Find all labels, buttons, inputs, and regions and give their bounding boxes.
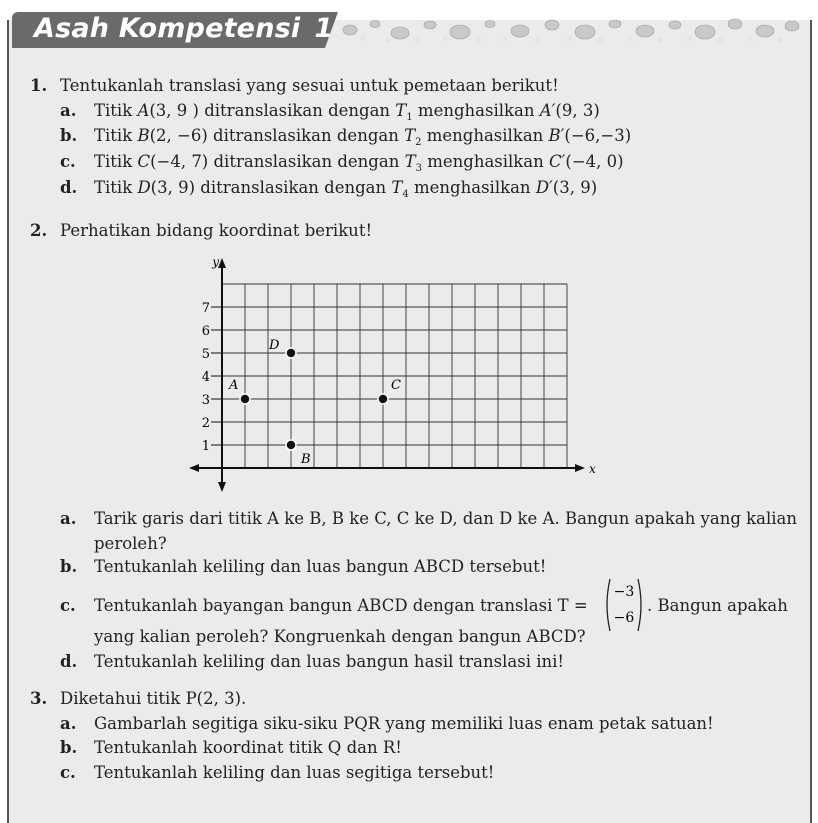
point-label-c: C <box>391 378 401 393</box>
item-text: . Bangun apakah <box>647 596 788 615</box>
item-label: b. <box>60 738 78 757</box>
q1-item-d <box>60 178 597 205</box>
image-point-coords: (9, 3) <box>555 101 600 120</box>
item-text: Tentukanlah keliling dan luas segitiga tersebut! <box>94 763 495 782</box>
item-text: Tentukanlah koordinat titik Q dan R! <box>94 738 402 757</box>
point-coords: (2, −6) <box>149 126 208 145</box>
translation-index: 3 <box>415 163 422 174</box>
decorative-dots-pattern <box>330 16 810 46</box>
item-text: Tentukanlah bayangan bangun ABCD dengan translasi T = <box>94 596 588 615</box>
item-text: Tentukanlah keliling dan luas bangun ABCD tersebut! <box>94 557 547 576</box>
translation-index: 2 <box>415 137 422 148</box>
item-text: yang kalian peroleh? Kongruenkah dengan bangun ABCD? <box>94 627 586 646</box>
x-axis-arrow-left <box>189 464 199 472</box>
item-text: menghasilkan <box>421 126 549 145</box>
q1-item-b <box>60 126 631 153</box>
question-1-text: Tentukanlah translasi yang sesuai untuk pemetaan berikut! <box>60 76 559 95</box>
item-text: Titik <box>94 126 138 145</box>
q3-item-c <box>60 763 494 783</box>
question-1 <box>30 76 559 96</box>
point-name: B <box>137 126 150 145</box>
point-b <box>286 440 296 450</box>
item-text: Titik <box>94 101 138 120</box>
item-text: Titik <box>94 178 138 197</box>
image-point-coords: (3, 9) <box>552 178 598 197</box>
point-label-b: B <box>301 452 311 467</box>
item-text: Gambarlah segitiga siku-siku PQR yang memiliki luas enam petak satuan! <box>94 714 714 733</box>
image-point-coords: (−4, 0) <box>565 152 624 171</box>
image-point-name: D′ <box>535 178 553 197</box>
section-title <box>34 13 333 44</box>
point-coords: (3, 9) <box>150 178 196 197</box>
point-name: A <box>137 101 150 120</box>
item-label: b. <box>60 126 78 145</box>
translation-symbol: T <box>404 126 416 145</box>
point-a <box>240 394 250 404</box>
translation-index: 4 <box>402 189 409 200</box>
title-label: Asah Kompetensi <box>34 13 301 44</box>
q2-item-a-cont <box>94 534 167 554</box>
matrix-left-bracket <box>607 579 610 631</box>
item-label: a. <box>60 509 77 528</box>
y-tick-label: 3 <box>201 393 210 408</box>
matrix-bottom-value: −6 <box>613 610 635 626</box>
item-label: d. <box>60 652 78 671</box>
q2-item-c <box>60 596 588 616</box>
question-2-text: Perhatikan bidang koordinat berikut! <box>60 221 373 240</box>
item-text: peroleh? <box>94 534 167 553</box>
point-name: D <box>137 178 151 197</box>
x-axis-arrow-right <box>575 464 585 472</box>
q2-item-b <box>60 557 546 577</box>
item-label: c. <box>60 763 76 782</box>
q3-item-a <box>60 714 714 734</box>
item-label: c. <box>60 596 76 615</box>
title-number: 1 <box>314 13 334 44</box>
translation-symbol: T <box>391 178 403 197</box>
translation-matrix <box>604 577 644 633</box>
question-3 <box>30 689 246 709</box>
item-label: c. <box>60 152 76 171</box>
item-text: Tarik garis dari titik A ke B, B ke C, C ke D, dan D ke A. Bangun apakah yang kalian <box>94 509 798 528</box>
translation-symbol: T <box>395 101 407 120</box>
question-1-number: 1. <box>30 76 48 95</box>
item-text: menghasilkan <box>421 152 550 171</box>
q1-item-c <box>60 152 624 179</box>
question-2-number: 2. <box>30 221 48 240</box>
matrix-right-bracket <box>638 579 641 631</box>
item-text: Titik <box>94 152 138 171</box>
question-3-text: Diketahui titik P(2, 3). <box>60 689 247 708</box>
y-tick-label: 6 <box>201 324 210 339</box>
q2-item-d <box>60 652 564 672</box>
translation-symbol: T <box>404 152 416 171</box>
coordinate-plane <box>185 254 595 494</box>
point-name: C <box>137 152 151 171</box>
y-axis-arrow-up <box>218 258 226 268</box>
y-tick-label: 1 <box>201 439 210 454</box>
q2-item-a <box>60 509 797 529</box>
point-c <box>378 394 388 404</box>
translation-index: 1 <box>406 112 413 123</box>
y-axis-label: y <box>212 255 219 269</box>
y-tick-label: 4 <box>201 370 210 385</box>
q3-item-b <box>60 738 402 758</box>
question-2 <box>30 221 372 241</box>
point-label-d: D <box>269 338 280 353</box>
image-point-name: A′ <box>539 101 556 120</box>
item-text: ditranslasikan dengan <box>195 178 392 197</box>
y-axis-arrow-down <box>218 482 226 492</box>
x-axis-label: x <box>589 462 596 476</box>
image-point-name: C′ <box>549 152 566 171</box>
point-d <box>286 348 296 358</box>
q2-item-c-after <box>647 596 788 616</box>
question-3-number: 3. <box>30 689 48 708</box>
point-label-a: A <box>229 378 239 393</box>
point-coords: (−4, 7) <box>150 152 209 171</box>
item-label: a. <box>60 101 77 120</box>
y-tick-label: 5 <box>201 347 210 362</box>
matrix-top-value: −3 <box>613 584 635 600</box>
q1-item-a <box>60 101 600 128</box>
item-text: ditranslasikan dengan <box>208 152 405 171</box>
item-label: d. <box>60 178 78 197</box>
q2-item-c-cont <box>94 627 586 647</box>
item-text: menghasilkan <box>412 101 540 120</box>
item-text: Tentukanlah keliling dan luas bangun hasil translasi ini! <box>94 652 565 671</box>
item-text: menghasilkan <box>408 178 536 197</box>
y-tick-label: 7 <box>201 301 210 316</box>
item-text: ditranslasikan dengan <box>198 101 396 120</box>
point-coords: (3, 9 ) <box>149 101 199 120</box>
y-tick-label: 2 <box>201 416 210 431</box>
item-text: ditranslasikan dengan <box>207 126 405 145</box>
item-label: b. <box>60 557 78 576</box>
image-point-name: B′ <box>548 126 565 145</box>
image-point-coords: (−6,−3) <box>564 126 632 145</box>
item-label: a. <box>60 714 77 733</box>
